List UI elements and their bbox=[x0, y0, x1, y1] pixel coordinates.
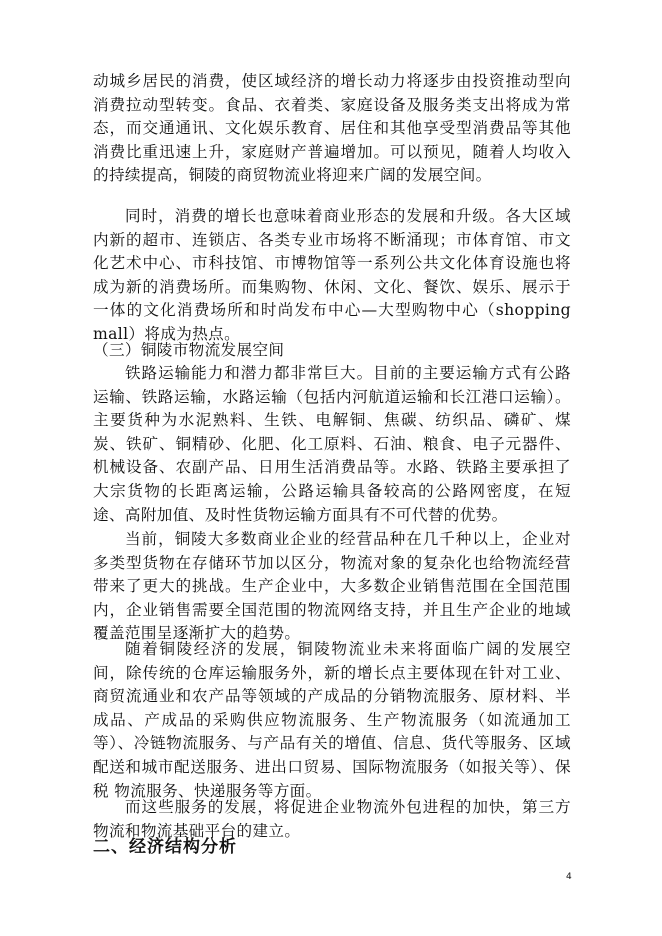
paragraph-enterprise-logistics: 当前，铜陵大多数商业企业的经营品种在几千种以上，企业对多类型货物在存储环节加以区分，物流对象的复杂化也给物流经营带来了更大的挑战。生产企业中，大多数企业销售范围在全国范围内，企业销售需要全国范围的物流网络支持，并且生产企业的地域覆盖范围呈逐渐扩大的趋势。 bbox=[93, 530, 571, 643]
section-title: 二、经济结构分析 bbox=[93, 837, 237, 857]
subheading-logistics-space: （三）铜陵市物流发展空间 bbox=[93, 341, 285, 359]
page-number: 4 bbox=[566, 872, 572, 882]
paragraph-commerce-upgrade: 同时，消费的增长也意味着商业形态的发展和升级。各大区域内新的超市、连锁店、各类专业市场将不断涌现；市体育馆、市文化艺术中心、市科技馆、市博物馆等一系列公共文化体育设施也将成为新的消费场所。而集购物、休闲、文化、餐饮、娱乐、展示于一体的文化消费场所和时尚发布中心—大型购物中心（shopping mall）将成为热点。 bbox=[93, 207, 571, 343]
paragraph-logistics-outlook: 随着铜陵经济的发展，铜陵物流业未来将面临广阔的发展空间，除传统的仓库运输服务外，新的增长点主要体现在针对工业、商贸流通业和农产品等领域的产成品的分销物流服务、原材料、半成品、产成品的采购供应物流服务、生产物流服务（如流通加工等）、冷链物流服务、与产品有关的增值、信息、货代等服务、区域配送和城市配送服务、进出口贸易、国际物流服务（如报关等）、保税 物流服务、快递服务等方面。 bbox=[93, 640, 571, 800]
paragraph-consumption-growth: 动城乡居民的消费，使区域经济的增长动力将逐步由投资推动型向消费拉动型转变。食品、衣着类、家庭设备及服务类支出将成为常态，而交通通讯、文化娱乐教育、居住和其他享受型消费品等其他消费比重迅速上升，家庭财产普遍增加。可以预见，随着人均收入的持续提高，铜陵的商贸物流业将迎来广阔的发展空间。 bbox=[93, 72, 571, 185]
paragraph-transport-capacity: 铁路运输能力和潜力都非常巨大。目前的主要运输方式有公路运输、铁路运输，水路运输（包括内河航道运输和长江港口运输）。主要货种为水泥熟料、生铁、电解铜、焦碳、纺织品、磷矿、煤炭、铁矿、铜精砂、化肥、化工原料、石油、粮食、电子元器件、机械设备、农副产品、日用生活消费品等。水路、铁路主要承担了大宗货物的长距离运输，公路运输具备较高的公路网密度，在短途、高附加值、及时性货物运输方面具有不可代替的优势。 bbox=[93, 364, 571, 524]
paragraph-outsourcing: 而这些服务的发展，将促进企业物流外包进程的加快，第三方物流和物流基础平台的建立。 bbox=[93, 798, 571, 840]
